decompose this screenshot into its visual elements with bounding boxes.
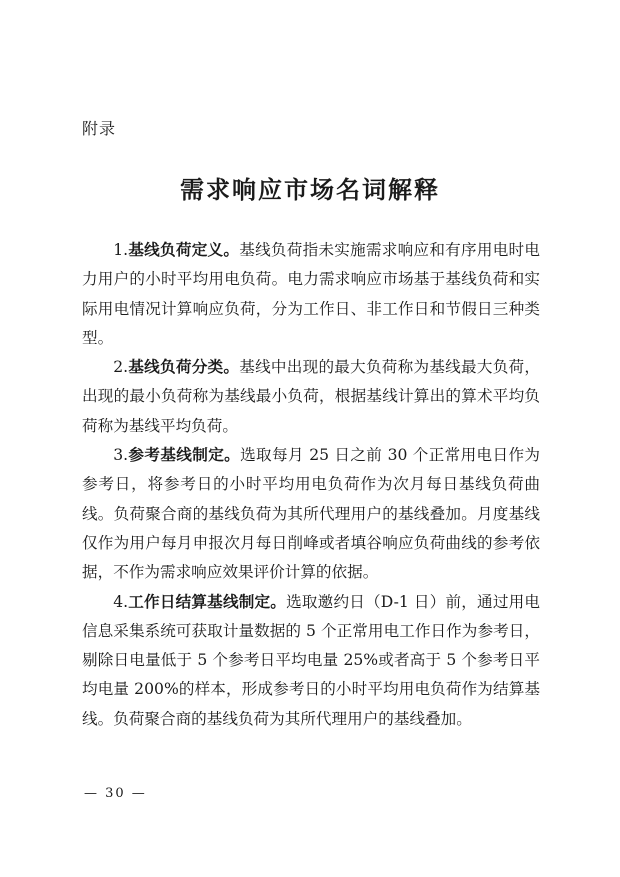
paragraph-text: 选取邀约日（D-1 日）前，通过用电信息采集系统可获取计量数据的 5 个正常用电工作日作为参考日，剔除日电量低于 5 个参考日平均电量 25%或者高于 5 个参考日平均电量 200%的样本，形成参考日的小时平均用电负荷作为结算基线。负荷聚合商的基线负荷为其所代理用户的基线叠加。	[82, 592, 540, 728]
paragraph-number: 3.	[113, 446, 129, 465]
appendix-label: 附录	[82, 119, 117, 138]
paragraph-term: 基线负荷分类。	[128, 358, 240, 377]
page-number: — 30 —	[84, 786, 147, 801]
document-body	[82, 236, 540, 734]
paragraph-baseline-definition	[82, 236, 540, 353]
paragraph-text: 基线中出现的最大负荷称为基线最大负荷，出现的最小负荷称为基线最小负荷，根据基线计算出的算术平均负荷称为基线平均负荷。	[82, 358, 540, 435]
paragraph-term: 参考基线制定。	[128, 446, 241, 465]
paragraph-reference-baseline	[82, 441, 540, 587]
document-title: 需求响应市场名词解释	[180, 176, 440, 204]
paragraph-number: 4.	[113, 592, 129, 611]
paragraph-baseline-classification	[82, 353, 540, 441]
paragraph-text: 基线负荷指未实施需求响应和有序用电时电力用户的小时平均用电负荷。电力需求响应市场基于基线负荷和实际用电情况计算响应负荷，分为工作日、非工作日和节假日三种类型。	[82, 241, 540, 347]
paragraph-number: 2.	[113, 358, 129, 377]
paragraph-text: 选取每月 25 日之前 30 个正常用电日作为参考日，将参考日的小时平均用电负荷作为次月每日基线负荷曲线。负荷聚合商的基线负荷为其所代理用户的基线叠加。月度基线仅作为用户每月申报次月每日削峰或者填谷响应负荷曲线的参考依据，不作为需求响应效果评价计算的依据。	[82, 446, 540, 582]
paragraph-number: 1.	[113, 241, 129, 259]
paragraph-workday-settlement-baseline	[82, 588, 540, 734]
paragraph-term: 基线负荷定义。	[128, 241, 240, 259]
paragraph-term: 工作日结算基线制定。	[128, 592, 287, 611]
